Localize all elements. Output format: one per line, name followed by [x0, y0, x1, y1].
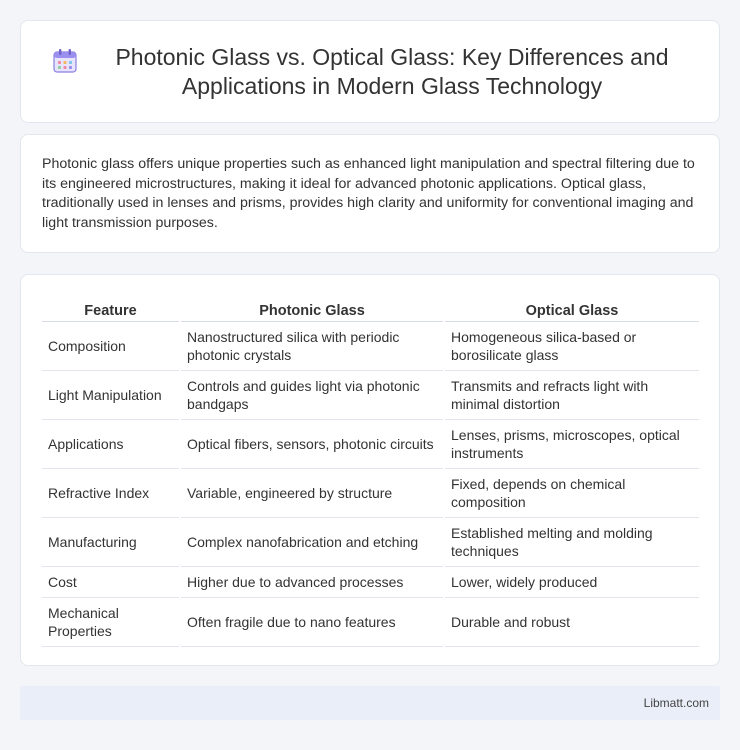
- optical-cell: Lower, widely produced: [444, 566, 699, 597]
- footer: [20, 686, 720, 720]
- photonic-cell: Controls and guides light via photonic bandgaps: [180, 370, 444, 419]
- table-row: [42, 321, 699, 370]
- table-card: [20, 274, 720, 666]
- table-row: [42, 597, 699, 646]
- title-card: [20, 20, 720, 123]
- optical-cell: Established melting and molding techniques: [444, 517, 699, 566]
- optical-cell: Fixed, depends on chemical composition: [444, 468, 699, 517]
- feature-cell: Refractive Index: [42, 468, 180, 517]
- table-row: [42, 517, 699, 566]
- photonic-cell: Variable, engineered by structure: [180, 468, 444, 517]
- comparison-table: [42, 296, 699, 647]
- table-row: [42, 370, 699, 419]
- calendar-icon: [51, 47, 79, 75]
- intro-card: [20, 134, 720, 253]
- table-header-row: [42, 296, 699, 321]
- optical-cell: Lenses, prisms, microscopes, optical instruments: [444, 419, 699, 468]
- photonic-cell: Nanostructured silica with periodic photonic crystals: [180, 321, 444, 370]
- feature-cell: Cost: [42, 566, 180, 597]
- header-optical-glass: Optical Glass: [444, 296, 699, 321]
- page-title: Photonic Glass vs. Optical Glass: Key Differences and Applications in Modern Glass Technology: [115, 43, 669, 99]
- table-row: [42, 419, 699, 468]
- title-wrap: [51, 43, 689, 101]
- footer-brand[interactable]: Libmatt.com: [643, 696, 709, 710]
- optical-cell: Transmits and refracts light with minimal distortion: [444, 370, 699, 419]
- intro-paragraph: Photonic glass offers unique properties such as enhanced light manipulation and spectral filtering due to its engineered microstructures, making it ideal for advanced photonic applications. Optical glass, traditionally used in lenses and prisms, provides high clarity and uniformity for conventional imaging and light transmission purposes.: [42, 156, 695, 231]
- optical-cell: Homogeneous silica-based or borosilicate glass: [444, 321, 699, 370]
- feature-cell: Mechanical Properties: [42, 597, 180, 646]
- table-row: [42, 566, 699, 597]
- photonic-cell: Complex nanofabrication and etching: [180, 517, 444, 566]
- header-photonic-glass: Photonic Glass: [180, 296, 444, 321]
- feature-cell: Composition: [42, 321, 180, 370]
- header-feature: Feature: [42, 296, 180, 321]
- photonic-cell: Often fragile due to nano features: [180, 597, 444, 646]
- photonic-cell: Higher due to advanced processes: [180, 566, 444, 597]
- photonic-cell: Optical fibers, sensors, photonic circuits: [180, 419, 444, 468]
- feature-cell: Manufacturing: [42, 517, 180, 566]
- table-row: [42, 468, 699, 517]
- feature-cell: Applications: [42, 419, 180, 468]
- optical-cell: Durable and robust: [444, 597, 699, 646]
- feature-cell: Light Manipulation: [42, 370, 180, 419]
